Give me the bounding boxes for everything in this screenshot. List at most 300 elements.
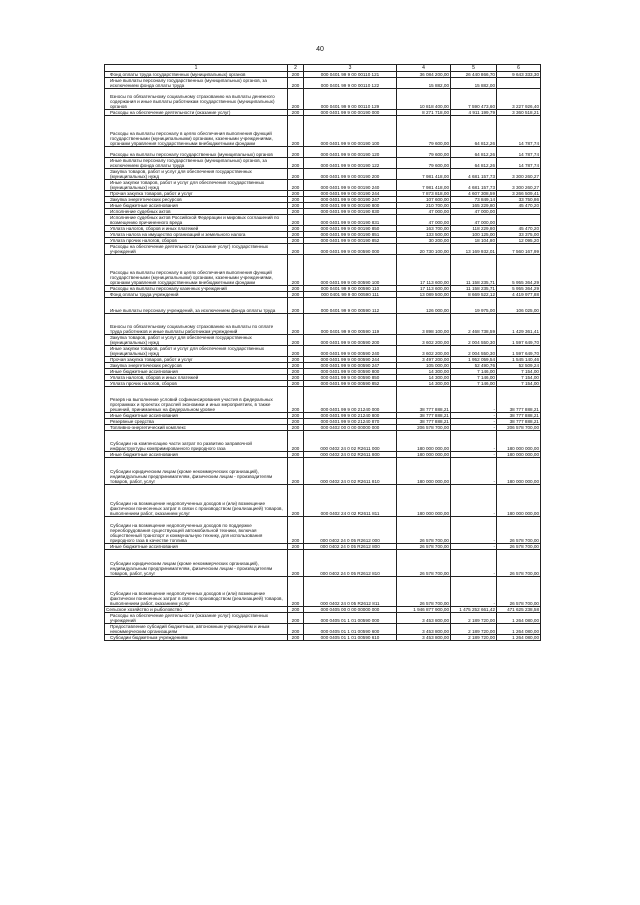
table-row bbox=[105, 298, 541, 314]
row-approved-amount: 79 600,00 bbox=[397, 147, 451, 158]
row-executed-amount: 47 000,00 bbox=[451, 215, 497, 226]
row-classification-code: 000 0402 24 0 02 R2611 810 bbox=[304, 458, 397, 485]
row-approved-amount: 3 497 200,00 bbox=[397, 357, 451, 363]
row-approved-amount: 3 602 200,00 bbox=[397, 335, 451, 346]
row-name: Иные бюджетные ассигнования bbox=[105, 413, 288, 419]
row-unexecuted-amount: 33 375,00 bbox=[497, 232, 541, 238]
row-code: 200 bbox=[288, 255, 304, 286]
row-approved-amount: 3 453 800,00 bbox=[397, 613, 451, 624]
row-unexecuted-amount: 7 154,00 bbox=[497, 369, 541, 375]
table-row bbox=[105, 613, 541, 624]
row-classification-code: 000 0401 99 9 00 00590 240 bbox=[304, 346, 397, 357]
row-unexecuted-amount bbox=[497, 215, 541, 226]
row-unexecuted-amount: 1 264 080,00 bbox=[497, 635, 541, 641]
row-approved-amount: 79 600,00 bbox=[397, 158, 451, 169]
table-row bbox=[105, 387, 541, 413]
row-name: Расходы на обеспечение деятельности (оказание услуг) государственных учреждений bbox=[105, 613, 288, 624]
row-executed-amount: 64 812,26 bbox=[451, 147, 497, 158]
row-executed-amount: 8 669 522,12 bbox=[451, 292, 497, 298]
row-approved-amount: 26 578 700,00 bbox=[397, 544, 451, 550]
row-classification-code: 000 0405 01 1 01 00590 610 bbox=[304, 635, 397, 641]
row-classification-code: 000 0402 24 0 05 R2612 800 bbox=[304, 544, 397, 550]
row-unexecuted-amount: 45 470,20 bbox=[497, 203, 541, 209]
row-approved-amount: 10 818 400,00 bbox=[397, 89, 451, 110]
row-code: 200 bbox=[288, 197, 304, 203]
row-executed-amount: - bbox=[451, 425, 497, 431]
row-executed-amount: 7 590 473,60 bbox=[451, 89, 497, 110]
table-row bbox=[105, 226, 541, 232]
row-executed-amount: 1 952 059,54 bbox=[451, 357, 497, 363]
row-code: 200 bbox=[288, 226, 304, 232]
row-approved-amount: 26 578 700,00 bbox=[397, 517, 451, 544]
row-unexecuted-amount: 26 578 700,00 bbox=[497, 544, 541, 550]
row-code: 200 bbox=[288, 244, 304, 255]
row-name: Субсидии на возмещение недополученных доходов и (или) возмещение фактически понесенных затрат в связи с производством (реализацией) товаров, выполнением работ, оказанием услуг bbox=[105, 485, 288, 517]
column-header-4: 4 bbox=[397, 65, 451, 72]
row-code: 200 bbox=[288, 363, 304, 369]
row-approved-amount: 38 777 888,21 bbox=[397, 387, 451, 413]
row-classification-code: 000 0401 99 9 00 21240 800 bbox=[304, 413, 397, 419]
row-code: 200 bbox=[288, 298, 304, 314]
row-classification-code: 000 0401 99 9 00 00190 800 bbox=[304, 203, 397, 209]
header-row bbox=[105, 65, 541, 72]
table-row bbox=[105, 458, 541, 485]
row-classification-code: 000 0401 99 9 00 00190 240 bbox=[304, 180, 397, 191]
row-code: 200 bbox=[288, 550, 304, 577]
row-unexecuted-amount: 1 545 140,46 bbox=[497, 357, 541, 363]
row-name: Иные бюджетные ассигнования bbox=[105, 452, 288, 458]
row-approved-amount: 47 000,00 bbox=[397, 209, 451, 215]
row-executed-amount: - bbox=[451, 419, 497, 425]
row-name: Иные выплаты персоналу государственных (муниципальных) органов, за исключением фонда оплаты труда bbox=[105, 158, 288, 169]
row-unexecuted-amount: 9 643 333,30 bbox=[497, 72, 541, 78]
row-code: 200 bbox=[288, 203, 304, 209]
row-code: 200 bbox=[288, 78, 304, 89]
row-executed-amount: 11 158 235,71 bbox=[451, 286, 497, 292]
row-approved-amount: 15 882,00 bbox=[397, 78, 451, 89]
row-unexecuted-amount: 45 470,20 bbox=[497, 226, 541, 232]
row-name: Резервные средства bbox=[105, 419, 288, 425]
row-code: 200 bbox=[288, 191, 304, 197]
row-executed-amount: 2 468 738,59 bbox=[451, 314, 497, 335]
row-unexecuted-amount: 26 578 700,00 bbox=[497, 517, 541, 544]
row-approved-amount: 107 600,00 bbox=[397, 197, 451, 203]
row-name: Закупка товаров, работ и услуг для обеспечения государственных (муниципальных) нужд bbox=[105, 335, 288, 346]
row-name: Иные закупки товаров, работ и услуг для обеспечения государственных (муниципальных) нужд bbox=[105, 346, 288, 357]
row-unexecuted-amount: 180 000 000,00 bbox=[497, 431, 541, 452]
row-classification-code: 000 0401 99 9 00 00110 121 bbox=[304, 72, 397, 78]
table-row bbox=[105, 485, 541, 517]
row-unexecuted-amount: 7 154,00 bbox=[497, 381, 541, 387]
row-code: 200 bbox=[288, 413, 304, 419]
row-approved-amount: 163 700,00 bbox=[397, 226, 451, 232]
row-code: 200 bbox=[288, 517, 304, 544]
row-executed-amount: 64 812,26 bbox=[451, 116, 497, 147]
row-code: 200 bbox=[288, 458, 304, 485]
row-classification-code: 000 0405 01 1 01 00590 000 bbox=[304, 613, 397, 624]
row-name: Иные выплаты персоналу государственных (муниципальных) органов, за исключением фонда оплаты труда bbox=[105, 78, 288, 89]
row-executed-amount: - bbox=[451, 485, 497, 517]
row-executed-amount: 4 681 157,73 bbox=[451, 169, 497, 180]
table-row bbox=[105, 635, 541, 641]
row-classification-code: 000 0401 99 9 00 00590 111 bbox=[304, 292, 397, 298]
row-code: 200 bbox=[288, 425, 304, 431]
row-classification-code: 000 0402 24 0 05 R2612 810 bbox=[304, 550, 397, 577]
row-classification-code: 000 0401 99 9 00 00190 247 bbox=[304, 197, 397, 203]
row-approved-amount: 133 500,00 bbox=[397, 232, 451, 238]
column-header-3: 3 bbox=[304, 65, 397, 72]
row-approved-amount: 180 000 000,00 bbox=[397, 485, 451, 517]
row-name: Расходы на выплаты персоналу в целях обеспечения выполнения функций государственными (муниципальными) органами, казенными учреждениями, органами управления государственными внебюджетными фондами bbox=[105, 116, 288, 147]
table-row bbox=[105, 577, 541, 607]
row-unexecuted-amount: 180 000 000,00 bbox=[497, 485, 541, 517]
row-classification-code: 000 0402 24 0 05 R2612 811 bbox=[304, 577, 397, 607]
row-code: 200 bbox=[288, 292, 304, 298]
row-classification-code: 000 0401 99 9 00 00590 112 bbox=[304, 298, 397, 314]
row-unexecuted-amount: 1 429 361,41 bbox=[497, 314, 541, 335]
row-code: 200 bbox=[288, 116, 304, 147]
row-executed-amount: - bbox=[451, 431, 497, 452]
row-code: 200 bbox=[288, 607, 304, 613]
row-name: Предоставление субсидий бюджетным, автономным учреждениям и иным некоммерческим организациям bbox=[105, 624, 288, 635]
row-executed-amount: 4 607 308,59 bbox=[451, 191, 497, 197]
row-classification-code: 000 0401 99 9 00 00190 120 bbox=[304, 147, 397, 158]
row-code: 200 bbox=[288, 238, 304, 244]
row-unexecuted-amount: 1 597 649,70 bbox=[497, 335, 541, 346]
row-approved-amount: 7 981 418,00 bbox=[397, 169, 451, 180]
row-approved-amount: 126 000,00 bbox=[397, 298, 451, 314]
row-unexecuted-amount: 5 955 364,29 bbox=[497, 286, 541, 292]
table-row bbox=[105, 116, 541, 147]
row-unexecuted-amount: 1 597 649,70 bbox=[497, 346, 541, 357]
budget-report-table bbox=[104, 64, 541, 641]
row-name: Расходы на выплаты персоналу государственных (муниципальных) органов bbox=[105, 147, 288, 158]
row-name: Фонд оплаты труда государственных (муниципальных) органов bbox=[105, 72, 288, 78]
table-row bbox=[105, 550, 541, 577]
table-body bbox=[105, 72, 541, 641]
row-unexecuted-amount: 26 578 700,00 bbox=[497, 550, 541, 577]
row-unexecuted-amount: 1 264 080,00 bbox=[497, 624, 541, 635]
row-classification-code: 000 0401 99 9 00 00190 100 bbox=[304, 116, 397, 147]
row-executed-amount: - bbox=[451, 517, 497, 544]
table-row bbox=[105, 607, 541, 613]
row-executed-amount: 47 000,00 bbox=[451, 209, 497, 215]
row-executed-amount: 2 189 720,00 bbox=[451, 613, 497, 624]
row-classification-code: 000 0401 99 9 00 00590 852 bbox=[304, 381, 397, 387]
row-code: 200 bbox=[288, 375, 304, 381]
table-row bbox=[105, 238, 541, 244]
row-code: 200 bbox=[288, 314, 304, 335]
row-code: 200 bbox=[288, 419, 304, 425]
column-header-6: 6 bbox=[497, 65, 541, 72]
row-name: Уплата прочих налогов, сборов bbox=[105, 381, 288, 387]
row-executed-amount: 2 004 550,30 bbox=[451, 346, 497, 357]
row-classification-code: 000 0401 99 9 00 00190 122 bbox=[304, 158, 397, 169]
table-row bbox=[105, 203, 541, 209]
table-row bbox=[105, 169, 541, 180]
table-row bbox=[105, 517, 541, 544]
table-row bbox=[105, 191, 541, 197]
row-classification-code: 000 0401 99 9 00 00590 000 bbox=[304, 244, 397, 255]
table-row bbox=[105, 314, 541, 335]
table-header bbox=[105, 65, 541, 72]
row-approved-amount: 3 898 100,00 bbox=[397, 314, 451, 335]
row-code: 200 bbox=[288, 215, 304, 226]
row-name: Субсидии на возмещение недополученных доходов по поддержке переоборудования существующей автомобильной техники, включая общественный транспорт и коммунальную технику, для использования природного газа в качестве топлива bbox=[105, 517, 288, 544]
row-name: Расходы на выплаты персоналу казенных учреждений bbox=[105, 286, 288, 292]
table-row bbox=[105, 244, 541, 255]
row-name: Закупка энергетических ресурсов bbox=[105, 363, 288, 369]
row-name: Иные закупки товаров, работ и услуг для обеспечения государственных (муниципальных) нужд bbox=[105, 180, 288, 191]
row-executed-amount: 4 911 199,79 bbox=[451, 110, 497, 116]
column-header-5: 5 bbox=[451, 65, 497, 72]
row-classification-code: 000 0401 99 9 00 00110 122 bbox=[304, 78, 397, 89]
row-name: Иные бюджетные ассигнования bbox=[105, 369, 288, 375]
row-unexecuted-amount: 14 787,74 bbox=[497, 116, 541, 147]
row-code: 200 bbox=[288, 485, 304, 517]
row-executed-amount: 2 189 720,00 bbox=[451, 635, 497, 641]
row-approved-amount: 3 453 800,00 bbox=[397, 635, 451, 641]
row-name: Субсидии на возмещение недополученных доходов и (или) возмещение фактически понесенных затрат в связи с производством (реализацией) товаров, выполнением работ, оказанием услуг bbox=[105, 577, 288, 607]
table-row bbox=[105, 215, 541, 226]
row-approved-amount: 20 730 100,00 bbox=[397, 244, 451, 255]
row-unexecuted-amount: 14 787,74 bbox=[497, 147, 541, 158]
row-classification-code: 000 0405 00 0 00 00000 000 bbox=[304, 607, 397, 613]
row-unexecuted-amount: 180 000 000,00 bbox=[497, 458, 541, 485]
row-name: Топливно-энергетический комплекс bbox=[105, 425, 288, 431]
row-classification-code: 000 0402 24 0 02 R2611 800 bbox=[304, 452, 397, 458]
row-name: Закупка энергетических ресурсов bbox=[105, 197, 288, 203]
row-name: Прочая закупка товаров, работ и услуг bbox=[105, 191, 288, 197]
row-code: 200 bbox=[288, 110, 304, 116]
row-name: Сельское хозяйство и рыболовство bbox=[105, 607, 288, 613]
table-row bbox=[105, 357, 541, 363]
table-row bbox=[105, 346, 541, 357]
row-classification-code: 000 0401 99 9 00 21240 000 bbox=[304, 387, 397, 413]
row-code: 200 bbox=[288, 158, 304, 169]
page-number: 40 bbox=[316, 46, 324, 53]
row-name: Иные бюджетные ассигнования bbox=[105, 203, 288, 209]
row-name: Резерв на выполнение условий софинансирования участия в федеральных программах и проектах отраслей экономики и иных мероприятиях, в также решений, принимаемых на федеральном уровне bbox=[105, 387, 288, 413]
row-unexecuted-amount: 26 578 700,00 bbox=[497, 577, 541, 607]
table-row bbox=[105, 147, 541, 158]
row-unexecuted-amount: 12 095,20 bbox=[497, 238, 541, 244]
row-classification-code: 000 0401 99 9 00 00190 000 bbox=[304, 110, 397, 116]
row-code: 200 bbox=[288, 286, 304, 292]
row-name: Прочая закупка товаров, работ и услуг bbox=[105, 357, 288, 363]
row-executed-amount: 73 849,14 bbox=[451, 197, 497, 203]
row-code: 200 bbox=[288, 180, 304, 191]
row-name: Уплата прочих налогов, сборов bbox=[105, 238, 288, 244]
row-classification-code: 000 0401 99 9 00 00590 247 bbox=[304, 363, 397, 369]
row-approved-amount: 3 602 200,00 bbox=[397, 346, 451, 357]
row-executed-amount: 26 440 866,70 bbox=[451, 72, 497, 78]
row-classification-code: 000 0401 99 9 00 00590 100 bbox=[304, 255, 397, 286]
row-code: 200 bbox=[288, 452, 304, 458]
row-approved-amount: 26 578 700,00 bbox=[397, 550, 451, 577]
row-approved-amount: 180 000 000,00 bbox=[397, 452, 451, 458]
row-classification-code: 000 0401 99 9 00 21240 870 bbox=[304, 419, 397, 425]
row-approved-amount: 7 873 818,00 bbox=[397, 191, 451, 197]
row-executed-amount: 118 229,80 bbox=[451, 226, 497, 232]
row-approved-amount: 3 453 800,00 bbox=[397, 624, 451, 635]
row-unexecuted-amount: 3 300 260,27 bbox=[497, 180, 541, 191]
row-unexecuted-amount: 180 000 000,00 bbox=[497, 452, 541, 458]
table-row bbox=[105, 255, 541, 286]
row-name: Расходы на выплаты персоналу в целях обеспечения выполнения функций государственными (муниципальными) органами, казенными учреждениями, органами управления государственными внебюджетными фондами bbox=[105, 255, 288, 286]
row-approved-amount: 105 000,00 bbox=[397, 363, 451, 369]
row-unexecuted-amount: 1 264 080,00 bbox=[497, 613, 541, 624]
row-classification-code: 000 0405 01 1 01 00590 600 bbox=[304, 624, 397, 635]
row-classification-code: 000 0401 99 9 00 00590 119 bbox=[304, 314, 397, 335]
row-approved-amount: 13 089 500,00 bbox=[397, 292, 451, 298]
row-approved-amount: 210 700,00 bbox=[397, 203, 451, 209]
table-row bbox=[105, 72, 541, 78]
column-header-2: 2 bbox=[288, 65, 304, 72]
row-classification-code: 000 0401 99 9 00 00590 850 bbox=[304, 375, 397, 381]
row-approved-amount: 36 084 200,00 bbox=[397, 72, 451, 78]
row-code: 200 bbox=[288, 624, 304, 635]
row-code: 200 bbox=[288, 635, 304, 641]
row-unexecuted-amount: 106 025,00 bbox=[497, 298, 541, 314]
row-classification-code: 000 0401 99 9 00 00590 110 bbox=[304, 286, 397, 292]
row-executed-amount: 100 125,00 bbox=[451, 232, 497, 238]
row-approved-amount: 14 300,00 bbox=[397, 375, 451, 381]
row-executed-amount: 7 146,00 bbox=[451, 375, 497, 381]
table-row bbox=[105, 624, 541, 635]
row-unexecuted-amount: 7 560 167,99 bbox=[497, 244, 541, 255]
row-name: Субсидии юридическим лицам (кроме некоммерческих организаций), индивидуальным предпринимателям, физическим лицам - производителям товаров, работ, услуг bbox=[105, 550, 288, 577]
row-approved-amount: 30 200,00 bbox=[397, 238, 451, 244]
row-executed-amount: - bbox=[451, 550, 497, 577]
row-classification-code: 000 0401 99 9 00 00190 852 bbox=[304, 238, 397, 244]
row-approved-amount: 8 271 718,00 bbox=[397, 110, 451, 116]
row-name: Уплата налогов, сборов и иных платежей bbox=[105, 375, 288, 381]
row-executed-amount: 7 146,00 bbox=[451, 381, 497, 387]
row-code: 200 bbox=[288, 431, 304, 452]
row-approved-amount: 206 578 700,00 bbox=[397, 425, 451, 431]
row-executed-amount: 2 189 720,00 bbox=[451, 624, 497, 635]
row-code: 200 bbox=[288, 335, 304, 346]
row-approved-amount: 38 777 888,21 bbox=[397, 419, 451, 425]
row-classification-code: 000 0401 99 9 00 00190 850 bbox=[304, 226, 397, 232]
row-unexecuted-amount bbox=[497, 78, 541, 89]
row-name: Взносы по обязательному социальному страхованию на выплаты денежного содержания и иные выплаты работникам государственных (муниципальных) органов bbox=[105, 89, 288, 110]
row-executed-amount: - bbox=[451, 452, 497, 458]
row-classification-code: 000 0402 24 0 02 R2611 000 bbox=[304, 431, 397, 452]
column-header-1: 1 bbox=[105, 65, 288, 72]
row-unexecuted-amount: 206 578 700,00 bbox=[497, 425, 541, 431]
row-name: Исполнение судебных актов bbox=[105, 209, 288, 215]
row-approved-amount: 1 946 877 900,00 bbox=[397, 607, 451, 613]
row-unexecuted-amount: 471 625 238,58 bbox=[497, 607, 541, 613]
row-name: Уплата налогов, сборов и иных платежей bbox=[105, 226, 288, 232]
row-code: 200 bbox=[288, 209, 304, 215]
row-executed-amount: 13 169 932,01 bbox=[451, 244, 497, 255]
row-unexecuted-amount: 3 300 260,27 bbox=[497, 169, 541, 180]
row-approved-amount: 7 981 418,00 bbox=[397, 180, 451, 191]
row-unexecuted-amount: 3 266 509,41 bbox=[497, 191, 541, 197]
row-approved-amount: 47 000,00 bbox=[397, 215, 451, 226]
row-approved-amount: 79 600,00 bbox=[397, 116, 451, 147]
row-classification-code: 000 0401 99 9 00 00110 129 bbox=[304, 89, 397, 110]
row-code: 200 bbox=[288, 147, 304, 158]
table-row bbox=[105, 110, 541, 116]
row-code: 200 bbox=[288, 232, 304, 238]
row-classification-code: 000 0402 00 0 00 00000 000 bbox=[304, 425, 397, 431]
row-unexecuted-amount: 38 777 888,21 bbox=[497, 419, 541, 425]
row-unexecuted-amount: 38 777 888,21 bbox=[497, 387, 541, 413]
row-classification-code: 000 0401 99 9 00 00190 244 bbox=[304, 191, 397, 197]
row-classification-code: 000 0401 99 9 00 00590 200 bbox=[304, 335, 397, 346]
row-name: Закупка товаров, работ и услуг для обеспечения государственных (муниципальных) нужд bbox=[105, 169, 288, 180]
table-row bbox=[105, 158, 541, 169]
row-unexecuted-amount: 14 787,74 bbox=[497, 158, 541, 169]
row-approved-amount: 17 113 600,00 bbox=[397, 286, 451, 292]
row-code: 200 bbox=[288, 346, 304, 357]
row-approved-amount: 38 777 888,21 bbox=[397, 413, 451, 419]
row-unexecuted-amount: 33 750,86 bbox=[497, 197, 541, 203]
row-name: Взносы по обязательному социальному страхованию на выплаты по оплате труда работников и иные выплаты работникам учреждений bbox=[105, 314, 288, 335]
table-row bbox=[105, 209, 541, 215]
row-classification-code: 000 0401 99 9 00 00190 831 bbox=[304, 215, 397, 226]
row-executed-amount: - bbox=[451, 387, 497, 413]
row-classification-code: 000 0401 99 9 00 00190 200 bbox=[304, 169, 397, 180]
row-executed-amount: 19 975,00 bbox=[451, 298, 497, 314]
table-row bbox=[105, 180, 541, 191]
row-classification-code: 000 0401 99 9 00 00190 830 bbox=[304, 209, 397, 215]
row-unexecuted-amount: 52 509,24 bbox=[497, 363, 541, 369]
row-code: 200 bbox=[288, 577, 304, 607]
row-classification-code: 000 0401 99 9 00 00190 851 bbox=[304, 232, 397, 238]
row-code: 200 bbox=[288, 357, 304, 363]
row-name: Субсидии бюджетным учреждениям bbox=[105, 635, 288, 641]
row-name: Субсидии юридическим лицам (кроме некоммерческих организаций), индивидуальным предпринимателям, физическим лицам - производителям товаров, работ, услуг bbox=[105, 458, 288, 485]
table-row bbox=[105, 363, 541, 369]
row-name: Расходы на обеспечение деятельности (оказание услуг) bbox=[105, 110, 288, 116]
row-executed-amount: 18 104,80 bbox=[451, 238, 497, 244]
row-name: Иные выплаты персоналу учреждений, за исключением фонда оплаты труда bbox=[105, 298, 288, 314]
row-executed-amount: 15 882,00 bbox=[451, 78, 497, 89]
row-executed-amount: 7 146,00 bbox=[451, 369, 497, 375]
row-unexecuted-amount: 3 360 518,21 bbox=[497, 110, 541, 116]
row-name: Фонд оплаты труда учреждений bbox=[105, 292, 288, 298]
row-executed-amount: - bbox=[451, 458, 497, 485]
row-classification-code: 000 0401 99 9 00 00590 800 bbox=[304, 369, 397, 375]
table-row bbox=[105, 78, 541, 89]
table-row bbox=[105, 89, 541, 110]
table-row bbox=[105, 431, 541, 452]
row-name: Уплата налога на имущество организаций и земельного налога bbox=[105, 232, 288, 238]
row-approved-amount: 26 578 700,00 bbox=[397, 577, 451, 607]
table-row bbox=[105, 292, 541, 298]
row-classification-code: 000 0402 24 0 05 R2612 000 bbox=[304, 517, 397, 544]
row-name: Расходы на обеспечение деятельности (оказание услуг) государственных учреждений bbox=[105, 244, 288, 255]
row-classification-code: 000 0401 99 9 00 00590 244 bbox=[304, 357, 397, 363]
row-approved-amount: 17 113 600,00 bbox=[397, 255, 451, 286]
row-executed-amount: - bbox=[451, 413, 497, 419]
table-row bbox=[105, 335, 541, 346]
row-unexecuted-amount: 38 777 888,21 bbox=[497, 413, 541, 419]
table-row bbox=[105, 232, 541, 238]
row-code: 200 bbox=[288, 381, 304, 387]
row-executed-amount: 52 490,76 bbox=[451, 363, 497, 369]
row-code: 200 bbox=[288, 544, 304, 550]
row-code: 200 bbox=[288, 89, 304, 110]
row-approved-amount: 14 300,00 bbox=[397, 381, 451, 387]
row-approved-amount: 14 300,00 bbox=[397, 369, 451, 375]
table-row bbox=[105, 286, 541, 292]
